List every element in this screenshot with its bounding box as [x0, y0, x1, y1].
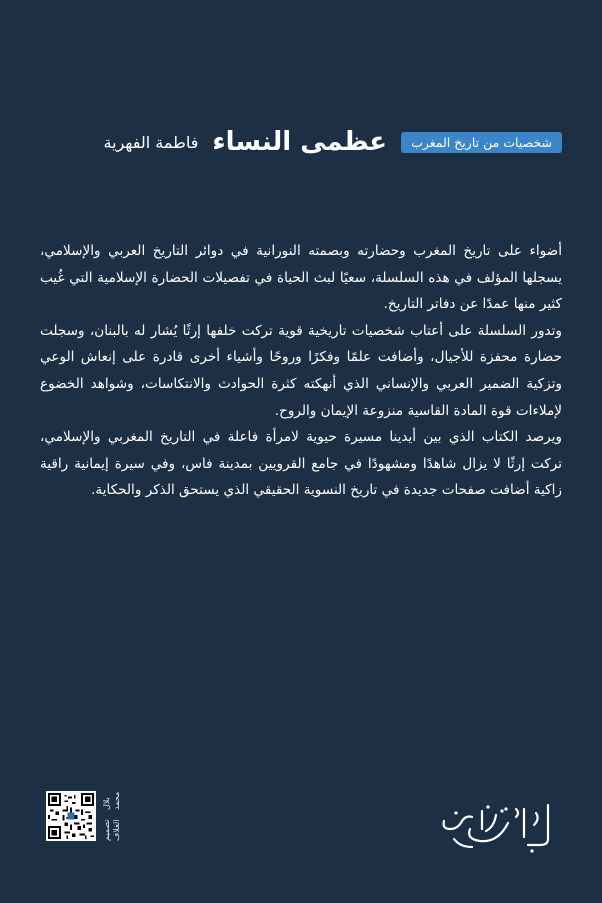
blurb-paragraph: وتدور السلسلة على أعتاب شخصيات تاريخية قوية تركت خلفها إرثًا يُشار له بالبنان، وسجلت حضارة محفزة للأجيال، وأضافت علمًا وفكرًا وروحًا وأشياء أخرى قادرة على إنعاش الوعي وتزكية الضمير العربي والإنساني الذي أنهكته كثرة الحوادث والانتكاسات، وشواهد الخضوع لإملاءات قوة المادة القاسية منزوعة الإيمان والروح.: [40, 322, 562, 419]
book-title: عظمى النساء: [212, 127, 388, 157]
cover-designer-credit: [102, 789, 122, 841]
blurb: [40, 238, 562, 504]
designer-role: تصميم الغلاف: [102, 819, 121, 841]
title-row: [40, 122, 562, 162]
blurb-paragraph: ويرصد الكتاب الذي بين أيدينا مسيرة حيوية لامرأة فاعلة في التاريخ المغربي والإسلامي، تركت إرثًا لا يزال شاهدًا ومشهودًا في جامع القرويين بمدينة فاس، وفي سيرة إيمانية راقية زاكية أضافت صفحات جديدة في تاريخ النسوية الحقيقي الذي يستحق الذكر والحكاية.: [40, 429, 562, 499]
series-badge: شخصيات من تاريخ المغرب: [401, 132, 562, 153]
qr-code: [46, 791, 96, 841]
subject-name: فاطمة الفهرية: [103, 132, 199, 152]
blurb-paragraph: أضواء على تاريخ المغرب وحضارته وبصمته النورانية في دوائر التاريخ العربي والإسلامي، يسجلها المؤلف في هذه السلسلة، سعيًا لبث الحياة في تفصيلات الحضارة الإسلامية التي غُيب كثير منها عمدًا عن دفاتر التاريخ.: [40, 243, 562, 313]
publisher-logo: [436, 795, 556, 855]
qr-block: [46, 789, 122, 841]
designer-name: بلال محمد: [102, 791, 121, 811]
